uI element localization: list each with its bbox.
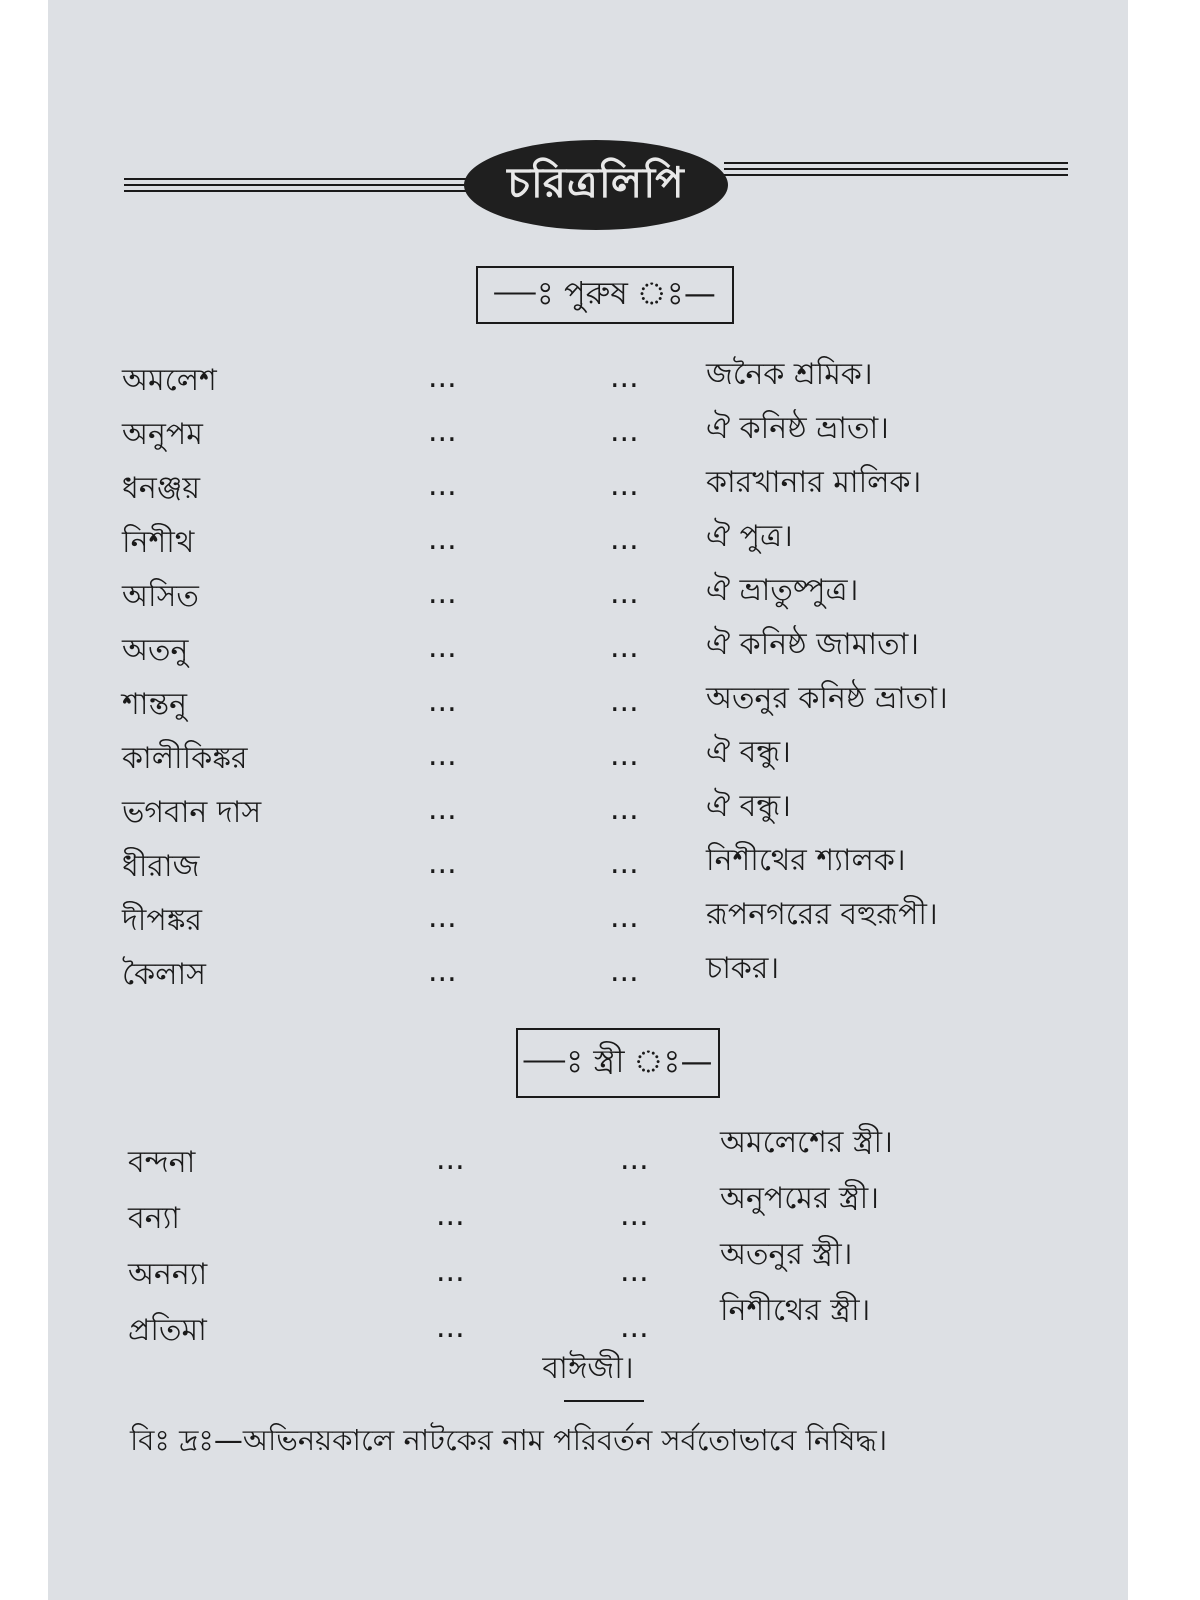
leader-dots: ...	[610, 576, 639, 611]
cast-row	[48, 896, 1128, 948]
leader-dots: ...	[610, 792, 639, 827]
cast-row	[48, 950, 1128, 1002]
character-name: দীপঙ্কর	[122, 903, 202, 938]
character-description: ঐ কনিষ্ঠ ভ্রাতা।	[706, 411, 889, 446]
character-description: ঐ পুত্র।	[706, 519, 793, 554]
leader-dots: ...	[428, 360, 457, 395]
leader-dots: ...	[428, 630, 457, 665]
character-description: নিশীথের শ্যালক।	[706, 843, 906, 878]
character-name: বন্দনা	[128, 1145, 196, 1180]
leader-dots: ...	[428, 954, 457, 989]
cast-row	[48, 626, 1128, 678]
cast-row	[48, 680, 1128, 732]
cast-row	[48, 788, 1128, 840]
leader-dots: ...	[428, 684, 457, 719]
leader-dots: ...	[428, 900, 457, 935]
character-description: অতনুর কনিষ্ঠ ভ্রাতা।	[706, 681, 948, 716]
character-description: রূপনগরের বহুরূপী।	[706, 897, 938, 932]
cast-row	[48, 1125, 1128, 1190]
character-name: অনন্যা	[128, 1257, 208, 1292]
character-name: অতনু	[122, 633, 189, 668]
character-name: ধীরাজ	[122, 849, 200, 884]
leader-dots: ...	[428, 468, 457, 503]
title-rule-right-bottom	[724, 174, 1068, 176]
leader-dots: ...	[610, 684, 639, 719]
leader-dots: ...	[428, 414, 457, 449]
character-description: কারখানার মালিক।	[706, 465, 922, 500]
character-name: ধনঞ্জয়	[122, 471, 201, 506]
cast-row	[48, 734, 1128, 786]
character-description: অতনুর স্ত্রী।	[720, 1237, 853, 1272]
title-rule-right-mid	[724, 168, 1068, 170]
footnote: বিঃ দ্রঃ—অভিনয়কালে নাটকের নাম পরিবর্তন সর্বতোভাবে নিষিদ্ধ।	[130, 1423, 888, 1457]
leader-dots: ...	[610, 846, 639, 881]
character-name: অসিত	[122, 579, 199, 614]
leader-dots: ...	[428, 576, 457, 611]
character-description: নিশীথের স্ত্রী।	[720, 1293, 871, 1328]
character-description: ঐ ভ্রাতুষ্পুত্র।	[706, 573, 859, 608]
leader-dots: ...	[610, 738, 639, 773]
leader-dots: ...	[610, 522, 639, 557]
leader-dots: ...	[436, 1254, 465, 1289]
cast-row	[48, 410, 1128, 462]
book-page	[48, 0, 1128, 1600]
leader-dots: ...	[620, 1310, 649, 1345]
leader-dots: ...	[610, 630, 639, 665]
female-section-heading: —ঃ স্ত্রী ঃ—	[516, 1028, 720, 1098]
male-section-heading: —ঃ পুরুষ ঃ—	[476, 266, 734, 324]
leader-dots: ...	[610, 954, 639, 989]
leader-dots: ...	[428, 738, 457, 773]
cast-row	[48, 1237, 1128, 1302]
character-name: প্রতিমা	[128, 1313, 207, 1348]
leader-dots: ...	[428, 846, 457, 881]
character-name: বন্যা	[128, 1201, 181, 1236]
character-description: অমলেশের স্ত্রী।	[720, 1125, 893, 1160]
leader-dots: ...	[436, 1310, 465, 1345]
leader-dots: ...	[620, 1198, 649, 1233]
cast-row	[48, 1181, 1128, 1246]
leader-dots: ...	[610, 900, 639, 935]
title-banner	[124, 140, 1068, 230]
leader-dots: ...	[620, 1142, 649, 1177]
character-description: ঐ বন্ধু।	[706, 789, 791, 824]
leader-dots: ...	[610, 468, 639, 503]
character-name: অমলেশ	[122, 363, 217, 398]
character-name: অনুপম	[122, 417, 203, 452]
character-name: শান্তনু	[122, 687, 188, 722]
character-description: জনৈক শ্রমিক।	[706, 357, 873, 392]
character-description: ঐ বন্ধু।	[706, 735, 791, 770]
extra-character: বাঈজী।	[542, 1351, 634, 1386]
leader-dots: ...	[436, 1142, 465, 1177]
title-rule-right-top	[724, 162, 1068, 164]
cast-row	[48, 356, 1128, 408]
cast-row	[48, 842, 1128, 894]
character-name: কৈলাস	[122, 957, 206, 992]
character-name: কালীকিঙ্কর	[122, 741, 248, 776]
leader-dots: ...	[610, 414, 639, 449]
cast-row	[48, 464, 1128, 516]
character-description: অনুপমের স্ত্রী।	[720, 1181, 879, 1216]
cast-row	[48, 518, 1128, 570]
page-title: চরিত্রলিপি	[464, 140, 728, 230]
title-rule-left-top	[124, 178, 468, 180]
leader-dots: ...	[610, 360, 639, 395]
character-name: নিশীথ	[122, 525, 195, 560]
leader-dots: ...	[428, 792, 457, 827]
character-description: চাকর।	[706, 951, 780, 986]
leader-dots: ...	[620, 1254, 649, 1289]
cast-row	[48, 572, 1128, 624]
leader-dots: ...	[436, 1198, 465, 1233]
leader-dots: ...	[428, 522, 457, 557]
character-name: ভগবান দাস	[122, 795, 262, 830]
title-rule-left-mid	[124, 184, 468, 186]
divider	[564, 1400, 644, 1402]
title-rule-left-bottom	[124, 190, 468, 192]
character-description: ঐ কনিষ্ঠ জামাতা।	[706, 627, 920, 662]
